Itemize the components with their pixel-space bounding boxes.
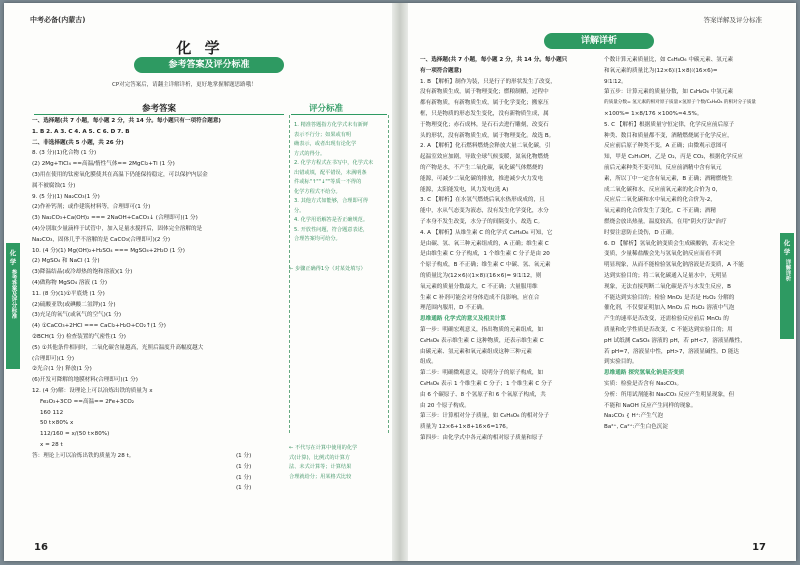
- analysis-line: 理范围内服用，D 不正确。: [420, 305, 488, 312]
- answer-list: [32, 116, 287, 462]
- answer-line: 二、非选择题(共 5 小题，共 26 分): [32, 139, 124, 146]
- analysis-line: 没有新物质生成，属于物理变化；燃粮制醋，过程中: [420, 89, 549, 96]
- analysis-line: 起温室效应加剧，导致全球气候变暖，氮氧化物燃烧: [420, 154, 549, 161]
- analysis-line: 第一步：明确宏观意义，指出物质的元素组成，如: [420, 326, 544, 333]
- answer-banner: 参考答案及评分标准: [134, 57, 284, 73]
- answer-line: (2)硫酸亚铁(或碘酸二氢钾)(1 分): [32, 301, 116, 308]
- analysis-line: 到实验目的。: [604, 359, 638, 366]
- standard-line: 件或标"↑""↓""等质一不得的: [294, 179, 362, 185]
- left-page: [4, 3, 396, 561]
- analysis-line: 质量和化学性质是否改变，C 不能达到实验目的；用: [604, 326, 733, 333]
- analysis-line: ×100%= 1×8/176 ×100%≈4.5%。: [604, 110, 703, 117]
- answer-line: 9. (5 分)(1) Na₂CO₃(1 分): [32, 193, 100, 200]
- side-tab-label: 参考答案及评分标准: [10, 269, 17, 319]
- analysis-line: 产生的速率是否改变，还需检验反应前后 MnO₂ 的: [604, 316, 729, 323]
- analysis-line: C₆H₈O₆ 表示 1 个维生素 C 分子；1 个维生素 C 分子: [420, 380, 553, 387]
- answer-line: (4) ①CaCO₃+2HCl === CaCl₂+H₂O+CO₂↑(1 分): [32, 323, 166, 330]
- analysis-line: 于物理变化；赤石成林，是石石去进行雕刻，改变石: [420, 121, 549, 128]
- analysis-line: 5. C 【解析】根据质量守恒定律，化学反应前后原子: [604, 121, 735, 128]
- analysis-line: 6. D 【解析】氢氧化钠变质会生成碳酸钠，若未完全: [604, 240, 735, 247]
- analysis-line: 不能达到实验目的；检验 MnO₂ 是否是 H₂O₂ 分解的: [604, 294, 735, 301]
- standard-line: 合理就给分；用某格式比较: [289, 473, 352, 480]
- analysis-line: 由碳元素、氢元素和氧元素组成这种三种元素: [420, 348, 532, 355]
- standard-line: 1. 精准答题指方化学式未有新鲜: [294, 122, 369, 128]
- answer-line: (4)做称物 MgSO₄ 溶液 (1 分): [32, 279, 108, 286]
- analysis-line: 由 20 个原子构成。: [420, 402, 470, 409]
- answer-line: (2) MgSO₄ 和 NaCl (1 分): [32, 258, 100, 265]
- analysis-column-2: [604, 55, 776, 433]
- analysis-line: 框，只是物质的形态发生变化，没有新物质生成，属: [420, 110, 549, 117]
- analysis-line: 氧元素的质量分数最大，C 不正确；大量服用维: [420, 283, 538, 290]
- standard-line: 合理答案均可给分。: [294, 236, 341, 242]
- analysis-line: 前后元素种类不变可知，反应前酒精中含有氧元: [604, 164, 722, 171]
- analysis-line: 能源，可减少二氧化碳的排放，推进减少火力发电: [420, 175, 544, 182]
- analysis-line: 催化剂，不仅要证明加入 MnO₂ 后 H₂O₂ 溶液中气泡: [604, 305, 735, 312]
- answer-heading-rule: [34, 114, 284, 115]
- analysis-line: 由 6 个碳原子、8 个氢原子和 6 个氧原子构成，共: [420, 391, 546, 398]
- analysis-line: 2. A 【解析】化石燃料燃烧会释放大量二氧化碳，引: [420, 143, 551, 150]
- analysis-line: 和氧元素的质量比为(12×6)∶(1×8)∶(16×6)=: [604, 67, 718, 74]
- analysis-line: 第二步：明确微观意义，说明分子的原子构成，如: [420, 370, 544, 377]
- analysis-line: 的产物是水，不产生二氧化碳，氧化碳气体燃烧的: [420, 164, 544, 171]
- analysis-line: 子本身不发生改变，水分子的间隔变小，故选 C。: [420, 218, 544, 225]
- answer-line: (2) 2Mg+TiCl₄ ==高温/惰性气体== 2MgCl₂+Ti (1 分): [32, 161, 175, 168]
- analysis-line: 一、选择题(共 7 小题，每小题 2 分，共 14 分。每小题只: [420, 57, 568, 63]
- answer-line: ②BCH(1 分) 检查装置的气密性(1 分): [32, 333, 126, 340]
- side-tab-char-1: 化: [9, 249, 17, 257]
- analysis-line: 时要注意防止烫伤，D 正确。: [604, 229, 678, 236]
- standard-line: 化学方程式不给分。: [294, 188, 341, 195]
- answer-line: (3)用在使用的钛密氧化膜使其在高温下仍能保持稳定，可以保护内层金: [32, 171, 208, 178]
- analysis-line: 个原子构成，B 不正确；维生素 C 中碳、氢、氧元素: [420, 262, 551, 269]
- analysis-line: 明显现象，从而不能检验氢氧化钠溶液是否变质，A 不能: [604, 262, 744, 269]
- analysis-line: 1. B 【解析】制作为装，只是行子的形状发生了改变，: [420, 78, 556, 85]
- analysis-line: 不能和 NaOH 反应产生同样的现象。: [604, 402, 697, 409]
- right-running-header: 答案详解及评分标准: [703, 16, 762, 24]
- analysis-line: 若 pH=7，溶液显中性，pH>7，溶液显碱性，D 能达: [604, 348, 739, 355]
- analysis-line: 都有新物质，有新物质生成，属于化学变化；搬家压: [420, 100, 549, 107]
- analysis-line: 组成。: [420, 359, 437, 366]
- standard-line: 表示不行分；如果或有明: [294, 131, 352, 138]
- analysis-line: 生素 C 补剂可能会对身体造成不良影响，应在合: [420, 294, 540, 301]
- analysis-line: 头的形状，没有新物质生成，属于物理变化。故选 B。: [420, 132, 555, 139]
- answer-line: 112/160 = x/(50 t×80%): [40, 431, 110, 438]
- standard-column-heading: 评分标准: [309, 104, 344, 114]
- side-tab-char-2: 学: [783, 248, 791, 256]
- standard-line: 确表示，或者出现有论化学: [294, 141, 357, 147]
- subnote: CP对完答案后，请翻主详解详析，更好地掌握解题思路哦！: [112, 82, 257, 88]
- answer-line: 10. (4 分)(1) Mg(OH)₂+H₂SO₄ === MgSO₄+2H₂O (1 分): [32, 247, 185, 254]
- analysis-line: 第三步：计算相对分子质量，如 C₆H₈O₆ 的相对分子: [420, 413, 550, 420]
- page-number: 17: [752, 542, 766, 553]
- left-running-header: 中考必备(内蒙古): [30, 16, 86, 24]
- analysis-line: 4. A 【解析】从维生素 C 的化学式 C₆H₈O₆ 可知，它: [420, 229, 553, 236]
- standard-line: 式(计算)，比例式的计算方: [289, 454, 351, 461]
- analysis-line: 反应后二氧化碳和水中氧元素的化合价为-2，: [604, 197, 716, 204]
- analysis-line: Na₂CO₃ { H⁺:产生气泡: [604, 413, 663, 420]
- right-page: [404, 3, 796, 561]
- answer-line: 160 112: [40, 409, 64, 416]
- standard-line: 法、未式计算等；计算结果: [289, 464, 352, 470]
- analysis-line: 有一项符合题意): [420, 67, 462, 74]
- answer-line: x = 28 t: [40, 441, 63, 448]
- analysis-line: 第四步：由化学式中各元素的相对原子质量和原子: [420, 434, 544, 441]
- analysis-line: 思维通路 探究氢氧化钠是否变质: [604, 370, 685, 377]
- answer-line: 答：理论上可以冶炼出铁的质量为 28 t。: [32, 452, 135, 459]
- analysis-line: 素，所以丁中一定含有氧元素，B 正确；酒精燃烧生: [604, 175, 733, 182]
- calc-mark: (1 分): [236, 463, 252, 470]
- answer-line: (2)作补钙剂；或作建筑材料等，合理即可(1 分): [32, 204, 151, 211]
- answer-line: 属不被腐蚀(1 分): [32, 182, 76, 189]
- analysis-line: Ba²⁺, Ca²⁺:产生白色沉淀: [604, 424, 668, 431]
- analysis-line: 反应前后原子种类不变，A 正确；由微观示意图可: [604, 143, 728, 150]
- analysis-line: C₆H₈O₆ 表示维生素 C 这种物质，还表示维生素 C: [420, 337, 544, 344]
- analysis-banner: 详解详析: [544, 33, 654, 49]
- analysis-line: 的质量比为(12×6)∶(1×8)∶(16×6)= 9∶1∶12，则: [420, 272, 542, 279]
- calc-marks: [236, 451, 251, 494]
- analysis-line: 知，甲是 C₂H₅OH，乙是 O₂，丙是 CO₂，根据化学反应: [604, 154, 743, 161]
- analysis-line: 现象，无法直接判断二氧化碳是否与水发生反应，B: [604, 283, 731, 290]
- standard-line: 4. 化学用语解答是否正确规范。: [294, 217, 369, 223]
- answer-line: 8. (3 分)(1)化合物 (1 分): [32, 150, 97, 157]
- standard-panel: [289, 115, 389, 433]
- answer-line: 11. (8 分)(1)①平底烧 (1 分): [32, 290, 105, 297]
- calc-mark: (1 分): [236, 453, 252, 459]
- standard-note-calc: [289, 444, 389, 482]
- answer-line: Fe₂O₃+3CO ==高温== 2Fe+3CO₂: [40, 398, 134, 405]
- answer-line: 50 t×80% x: [40, 420, 74, 427]
- answer-line: (3)充足的氧气(或氧气的空气)(1 分): [32, 312, 122, 319]
- analysis-line: 第五步：计算元素的质量分数，如 C₆H₈O₆ 中氢元素: [604, 89, 734, 96]
- page-number: 16: [34, 542, 48, 553]
- page-title: 化 学: [176, 39, 224, 57]
- answer-line: ②光合(1 分) 释放(1 分): [32, 366, 92, 373]
- standard-line: 分。: [294, 207, 305, 214]
- analysis-line: 9∶1∶12。: [604, 78, 627, 85]
- side-tab-char-1: 化: [783, 239, 791, 247]
- standard-line: 5. 开放性问题，符合题意表述，: [294, 226, 369, 233]
- analysis-line: 个数计算元素质量比，如 C₆H₈O₆ 中碳元素、氢元素: [604, 57, 734, 63]
- answer-line: Na₂CO₃，固体几乎不溶解的是 CaCO₃(合理即可)(2 分): [32, 236, 171, 243]
- analysis-line: 达到实验目的；将二氧化碳通入足量水中，无明显: [604, 272, 728, 279]
- analysis-line: 是由维生素 C 分子构成，1 个维生素 C 分子是由 20: [420, 251, 550, 258]
- analysis-line: 能源，太阳能发电，风力发电(选 A): [420, 186, 509, 193]
- analysis-line: 成二氧化碳和水，反应前氧元素的化合价为 0，: [604, 186, 722, 193]
- side-tab-label: 详解详析: [784, 259, 791, 281]
- analysis-line: 是由碳、氢、氧三种元素组成的，A 正确；维生素 C: [420, 240, 549, 247]
- book-spread: [4, 3, 796, 561]
- calc-mark: (1 分): [236, 474, 252, 481]
- analysis-line: 实质：检验是否含有 Na₂CO₃。: [604, 380, 683, 387]
- answer-line: 12. (4 分)解：设理论上可以冶炼出铁的质量为 x: [32, 387, 153, 394]
- standard-line: 3. 其他方式如能够，合理即可得: [294, 198, 369, 204]
- analysis-line: 氧元素的化合价发生了变化，C 不正确；酒精: [604, 208, 716, 215]
- analysis-line: 质量为 12×6+1×8+16×6=176。: [420, 424, 512, 431]
- left-side-tab: [6, 243, 20, 369]
- standard-note-step: ← 步骤正确得1分（对某处填写）: [289, 266, 366, 272]
- analysis-line: pH 试纸测 CaSO₄ 溶液的 pH，若 pH<7，溶液显酸性，: [604, 337, 746, 344]
- answer-line: (3) Na₂CO₃+Ca(OH)₂ === 2NaOH+CaCO₃↓ (合理即可)(1 分): [32, 215, 198, 222]
- analysis-line: 燃烧会放出热量，温度较高，在用"阴火疗法"治疗: [604, 218, 727, 225]
- answer-column-heading: 参考答案: [142, 104, 177, 114]
- answer-line: (6)开发可降解的地膜材料(合理即可)(1 分): [32, 377, 138, 384]
- analysis-line: 的质量分数= 氢元素的相对原子质量×氢原子个数/C₆H₈O₆ 的相对分子质量: [604, 100, 757, 106]
- standard-line: 方式的得分。: [294, 150, 326, 157]
- standard-line: ← 不代写在计算中使用的化学: [289, 445, 358, 451]
- analysis-line: 变质，少量稀盐酸会先与氢氧化钠反应而看不到: [604, 251, 722, 258]
- answer-line: 1. B 2. A 3. C 4. A 5. C 6. D 7. B: [32, 128, 130, 135]
- analysis-line: 种类、数目和质量都不变，酒精燃烧属于化学反应，: [604, 132, 733, 139]
- answer-line: (3)降温结晶(或冷却热的饱和溶液)(1 分): [32, 269, 133, 276]
- standard-line: 2. 化学方程式在书写中，化学式未: [294, 160, 374, 166]
- analysis-line: 能中，水从气态变为液态，没有发生化学变化，水分: [420, 208, 549, 215]
- analysis-column-1: [420, 55, 598, 444]
- answer-line: 一、选择题(共 7 小题，每小题 2 分，共 14 分。每小题只有一项符合题意): [32, 118, 221, 124]
- calc-mark: (1 分): [236, 485, 252, 492]
- answer-line: (4)分别取少量滴样于试管中，加入足量水搅拌后，固体完全溶解的是: [32, 225, 203, 232]
- answer-line: (合理即可)(1 分): [32, 355, 75, 362]
- standard-line: 出错或填，配平错误，未满明条: [294, 169, 367, 176]
- answer-line: (5) ①其他条件相同时，二氧化碳含量越高，光照后温度升高幅度越大: [32, 344, 204, 351]
- analysis-line: 思维通路 化学式的意义及相关计算: [420, 316, 506, 323]
- analysis-line: 分析：所用试剂能和 Na₂CO₃ 反应产生明显现象，但: [604, 391, 735, 398]
- side-tab-char-2: 学: [9, 258, 17, 266]
- right-side-tab: [780, 233, 794, 339]
- analysis-line: 3. C 【解析】在水氢气燃烧后氧水热形成成的，且: [420, 197, 545, 204]
